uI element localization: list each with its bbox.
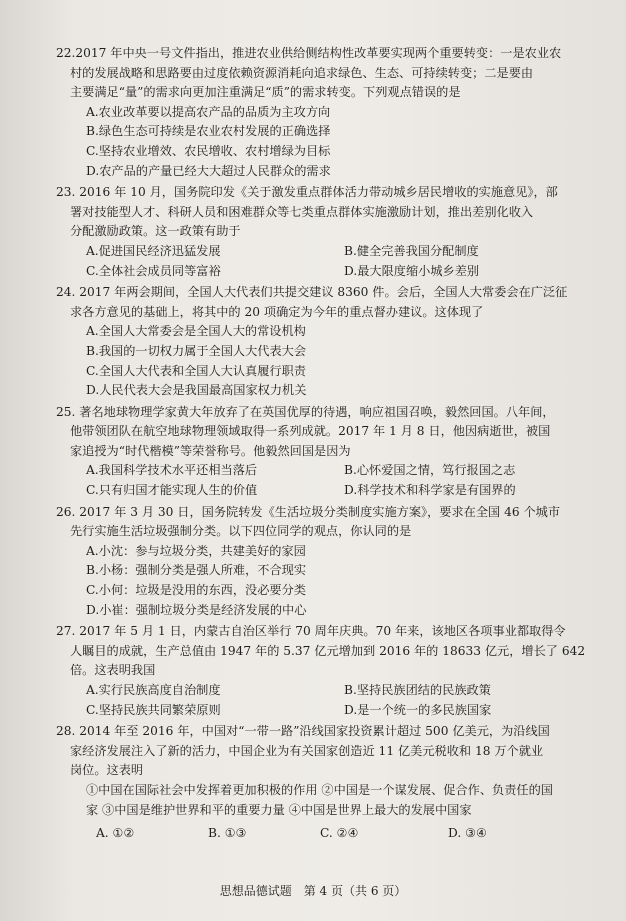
question-stem-line: 署对技能型人才、科研人员和困难群众等七类重点群体实施激励计划，推出差别化收入 xyxy=(70,204,534,219)
question-stem-line: 求各方意见的基础上，将其中的 20 项确定为今年的重点督办建议。这体现了 xyxy=(70,304,484,319)
option-d: D.小崔：强制垃圾分类是经济发展的中心 xyxy=(86,602,307,617)
question-stem-line: 他带领团队在航空地球物理领域取得一系列成就。2017 年 1 月 8 日，他因病逝世，被国 xyxy=(70,424,551,439)
option-d: D.人民代表大会是我国最高国家权力机关 xyxy=(86,383,307,398)
option-a: A. ①② xyxy=(96,826,135,841)
option-b: B. ①③ xyxy=(208,826,247,841)
question-stem-line: 村的发展战略和思路要由过度依赖资源消耗向追求绿色、生态、可持续转变；二是要由 xyxy=(70,65,534,80)
question-stem: 28. 2014 年至 2016 年，中国对“一带一路”沿线国家投资累计超过 500 亿美元，为沿线国 xyxy=(56,724,550,739)
options-grid xyxy=(56,824,590,844)
option-a: A.实行民族高度自治制度 xyxy=(86,683,221,697)
option-c: C. ②④ xyxy=(320,826,359,841)
question-stem: 24. 2017 年两会期间，全国人大代表们共提交建议 8360 件。会后，全国人大常委会在广泛征 xyxy=(56,285,568,300)
question-22 xyxy=(56,44,590,181)
question-25 xyxy=(56,403,590,501)
option-a: A.我国科学技术水平还相当落后 xyxy=(86,463,258,478)
option-a: A.小沈：参与垃圾分类，共建美好的家园 xyxy=(86,543,306,558)
option-b: B.健全完善我国分配制度 xyxy=(344,243,479,258)
option-d: D.是一个统一的多民族国家 xyxy=(344,702,492,717)
option-d: D.科学技术和科学家是有国界的 xyxy=(344,483,516,498)
options-grid xyxy=(56,461,590,500)
question-24 xyxy=(56,283,590,401)
option-a: A.促进国民经济迅猛发展 xyxy=(86,243,221,258)
option-c: C.只有归国才能实现人生的价值 xyxy=(86,483,258,498)
question-stem-line: 倍。这表明我国 xyxy=(70,663,156,678)
option-b: B.小杨：强制分类是强人所难，不合现实 xyxy=(86,563,307,578)
question-stem-line: 分配激励政策。这一政策有助于 xyxy=(70,224,241,239)
question-stem: 27. 2017 年 5 月 1 日，内蒙古自治区举行 70 周年庆典。70 年来，该地区各项事业都取得令 xyxy=(56,624,566,639)
option-d: D.农产品的产量已经大大超过人民群众的需求 xyxy=(86,163,331,178)
option-c: C.全体社会成员同等富裕 xyxy=(86,263,221,278)
option-c: C.坚持民族共同繁荣原则 xyxy=(86,702,221,717)
options-grid xyxy=(56,242,590,281)
question-23 xyxy=(56,183,590,281)
option-a: A.全国人大常委会是全国人大的常设机构 xyxy=(86,324,306,339)
options-grid xyxy=(56,681,590,720)
option-d: D. ③④ xyxy=(448,826,487,841)
option-b: B.我国的一切权力属于全国人大代表大会 xyxy=(86,343,307,358)
question-stem-line: 岗位。这表明 xyxy=(70,763,144,778)
option-a: A.农业改革要以提高农产品的品质为主攻方向 xyxy=(86,104,331,119)
option-b: B.绿色生态可持续是农业农村发展的正确选择 xyxy=(86,124,331,139)
question-28 xyxy=(56,722,590,844)
question-stem-line: 家追授为“时代楷模”等荣誉称号。他毅然回国是因为 xyxy=(70,443,351,458)
option-b: B.坚持民族团结的民族政策 xyxy=(344,683,491,697)
question-stem-line: 主要满足“量”的需求向更加注重满足“质”的需求转变。下列观点错误的是 xyxy=(70,85,461,100)
option-c: C.全国人大代表和全国人大认真履行职责 xyxy=(86,363,306,378)
question-stem-line: 人瞩目的成就，生产总值由 1947 年的 5.37 亿元增加到 2016 年的 18633 亿元，增长了 642 xyxy=(70,643,586,658)
option-b: B.心怀爱国之情，笃行报国之志 xyxy=(344,463,516,478)
question-stem-line: 家经济发展注入了新的活力，中国企业为有关国家创造近 11 亿美元税收和 18 万个就业 xyxy=(70,743,544,758)
page-footer: 思想品德试题 第 4 页（共 6 页） xyxy=(219,884,407,898)
option-c: C.小何：垃圾是没用的东西，没必要分类 xyxy=(86,583,306,598)
statement-line: 家 ③中国是维护世界和平的重要力量 ④中国是世界上最大的发展中国家 xyxy=(86,802,472,817)
option-c: C.坚持农业增效、农民增收、农村增绿为目标 xyxy=(86,143,331,158)
question-stem: 23. 2016 年 10 月，国务院印发《关于激发重点群体活力带动城乡居民增收的实施意见》，部 xyxy=(56,185,558,200)
question-stem: 25. 著名地球物理学家黄大年放弃了在英国优厚的待遇，响应祖国召唤，毅然回国。八年间， xyxy=(56,404,555,419)
question-stem-line: 先行实施生活垃圾强制分类。以下四位同学的观点，你认同的是 xyxy=(70,524,412,539)
statement-line: ①中国在国际社会中发挥着更加积极的作用 ②中国是一个谋发展、促合作、负责任的国 xyxy=(86,782,553,797)
question-stem: 26. 2017 年 3 月 30 日，国务院转发《生活垃圾分类制度实施方案》，要求在全国 46 个城市 xyxy=(56,504,561,519)
question-26 xyxy=(56,503,590,621)
option-d: D.最大限度缩小城乡差别 xyxy=(344,263,480,278)
question-27 xyxy=(56,622,590,720)
question-stem: 22.2017 年中央一号文件指出，推进农业供给侧结构性改革要实现两个重要转变：一是农业农 xyxy=(56,46,562,60)
